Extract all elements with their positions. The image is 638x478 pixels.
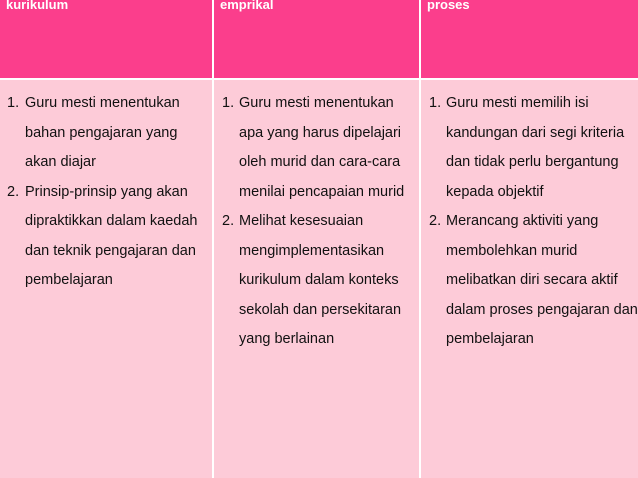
- item-number: 2.: [222, 213, 235, 229]
- list-item: [214, 207, 419, 355]
- item-number: 2.: [429, 213, 442, 229]
- item-number: 2.: [7, 183, 20, 200]
- list-item: [421, 89, 638, 207]
- header-label-2: emprikal: [220, 0, 274, 12]
- item-text: Guru mesti menentukan apa yang harus dipelajari oleh murid dan cara-cara menilai pencapaian murid: [239, 95, 405, 200]
- body-cell-2: [214, 80, 419, 478]
- body-cell-3: [421, 80, 638, 478]
- item-text: Prinsip-prinsip yang akan dipraktikkan dalam kaedah dan teknik pengajaran dan pembelajaran: [25, 183, 198, 288]
- numbered-list-2: [214, 80, 419, 355]
- header-cell-1: [0, 0, 212, 78]
- item-text: Guru mesti memilih isi kandungan dari segi kriteria dan tidak perlu bergantung kepada objektif: [446, 95, 625, 200]
- body-cell-1: [0, 80, 212, 478]
- item-number: 1.: [7, 95, 20, 111]
- item-text: Melihat kesesuaian mengimplementasikan kurikulum dalam konteks sekolah dan persekitaran yang berlainan: [239, 213, 402, 347]
- header-cell-3: [421, 0, 638, 78]
- list-item: [0, 178, 212, 296]
- numbered-list-1: [0, 80, 212, 296]
- header-cell-2: [214, 0, 419, 78]
- header-label-3: proses: [427, 0, 470, 12]
- header-label-1: kurikulum: [6, 0, 69, 12]
- list-item: [421, 207, 638, 355]
- item-number: 1.: [429, 95, 442, 111]
- item-text: Guru mesti menentukan bahan pengajaran yang akan diajar: [25, 95, 180, 170]
- item-text: Merancang aktiviti yang membolehkan murid melibatkan diri secara aktif dalam proses pengajaran dan pembelajaran: [446, 213, 638, 347]
- list-item: [214, 89, 419, 207]
- item-number: 1.: [222, 95, 235, 111]
- list-item: [0, 89, 212, 178]
- numbered-list-3: [421, 80, 638, 355]
